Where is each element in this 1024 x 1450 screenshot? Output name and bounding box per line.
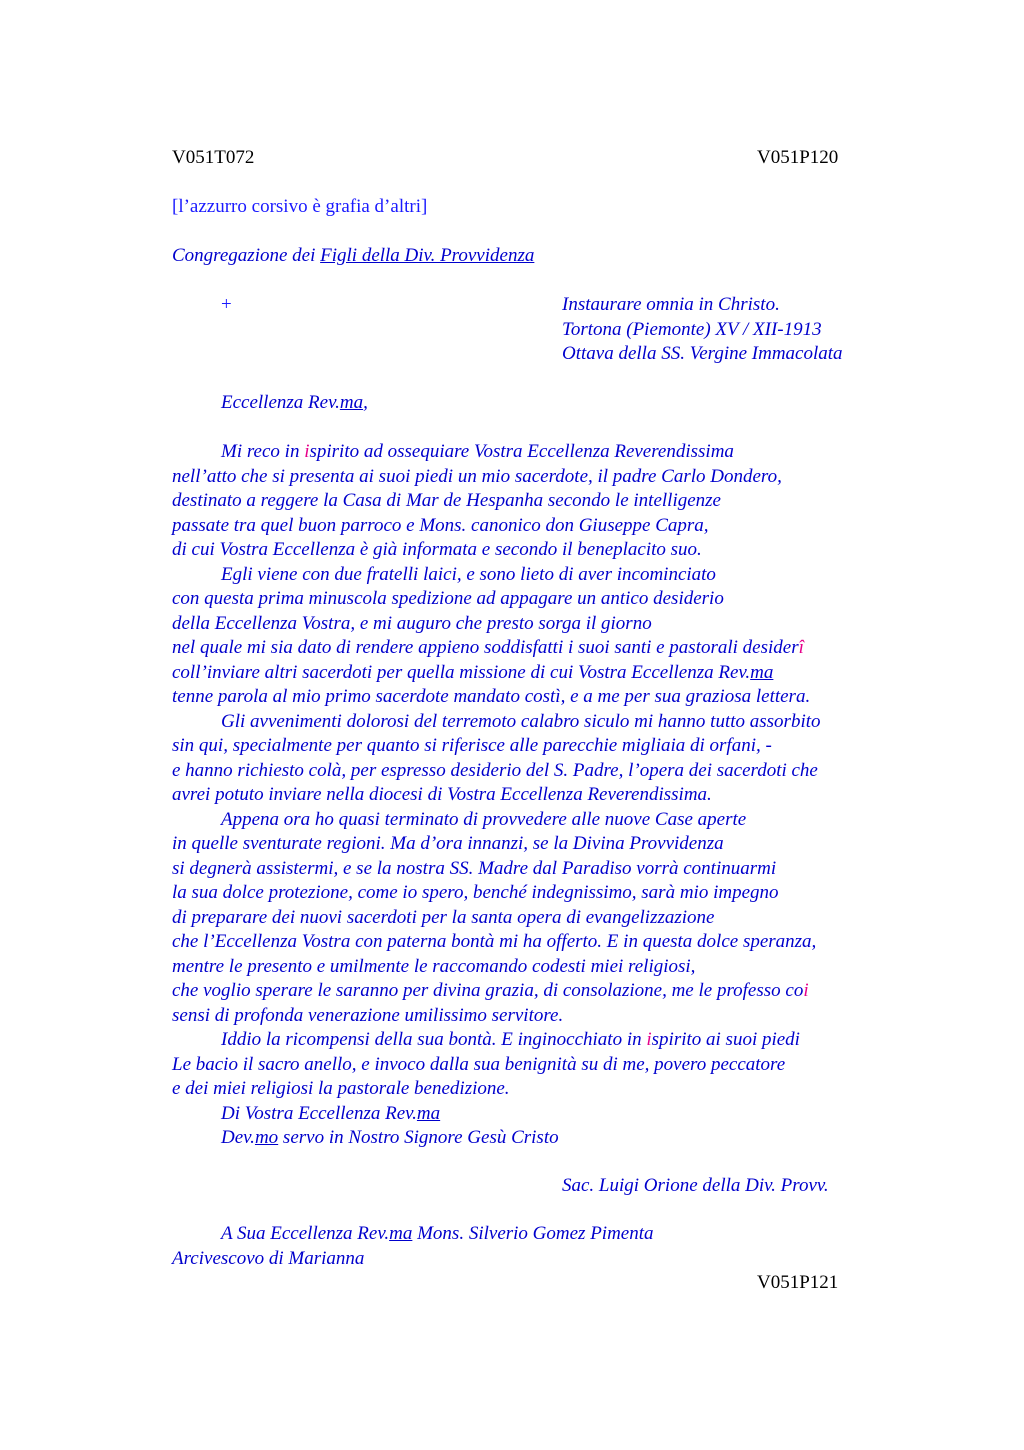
closing-line: Dev.mo servo in Nostro Signore Gesù Cristo [221,1127,559,1148]
salutation [221,391,368,416]
place-date-block [562,293,843,367]
body-line: si degnerà assistermi, e se la nostra SS. Madre dal Paradiso vorrà continuarmi [172,857,777,879]
body-line: della Eccellenza Vostra, e mi auguro che presto sorga il giorno [172,612,652,634]
body-line: e dei miei religiosi la pastorale benedizione. [172,1078,510,1099]
body-line: in quelle sventurate regioni. Ma d’ora innanzi, se la Divina Provvidenza [172,833,724,854]
body-line: Appena ora ho quasi terminato di provvedere alle nuove Case aperte [221,808,747,830]
body-line: Le bacio il sacro anello, e invoco dalla sua benignità su di me, povero peccatore [172,1053,786,1075]
page-code-left: V051T072 [172,147,255,168]
letter-body [172,440,821,1151]
body-line: coll’inviare altri sacerdoti per quella missione di cui Vostra Eccellenza Rev.ma [172,661,774,683]
body-line: destinato a reggere la Casa di Mar de Hespanha secondo le intelligenze [172,490,721,511]
body-line: di preparare dei nuovi sacerdoti per la santa opera di evangelizzazione [172,906,715,928]
page-code-right: V051P120 [757,147,839,168]
page-code-footer: V051P121 [757,1272,839,1293]
addressee-block [172,1222,654,1271]
body-line: mentre le presento e umilmente le raccomando codesti miei religiosi, [172,955,696,977]
body-line: Mi reco in ispirito ad ossequiare Vostra Eccellenza Reverendissima [221,441,734,462]
addressee-title: Arcivescovo di Marianna [172,1247,365,1269]
body-line: Iddio la ricompensi della sua bontà. E inginocchiato in ispirito ai suoi piedi [221,1029,800,1050]
body-line: e hanno richiesto colà, per espresso desiderio del S. Padre, l’opera dei sacerdoti che [172,759,818,781]
feast-day: Ottava della SS. Vergine Immacolata [562,343,843,364]
body-line: nel quale mi sia dato di rendere appieno soddisfatti i suoi santi e pastorali desiderî [172,637,804,658]
body-line: la sua dolce protezione, come io spero, benché indegnissimo, sarà mio impegno [172,882,779,903]
body-line: sensi di profonda venerazione umilissimo servitore. [172,1004,564,1026]
place-date: Tortona (Piemonte) XV / XII-1913 [562,318,822,340]
salutation-text: Eccellenza Rev. [221,392,340,413]
letterhead [172,244,534,269]
body-line: con questa prima minuscola spedizione ad appagare un antico desiderio [172,588,724,609]
motto: Instaurare omnia in Christo. [562,294,780,315]
salutation-end: , [363,392,368,413]
body-line: tenne parola al mio primo sacerdote mandato costì, e a me per sua graziosa lettera. [172,686,811,707]
cross-symbol: + [221,294,232,315]
body-line: passate tra quel buon parroco e Mons. canonico don Giuseppe Capra, [172,514,709,536]
addressee-line: A Sua Eccellenza Rev.ma Mons. Silverio Gomez Pimenta [221,1223,654,1244]
letterhead-prefix: Congregazione dei [172,245,321,266]
body-line: che voglio sperare le saranno per divina grazia, di consolazione, me le professo coi [172,980,809,1001]
signature: Sac. Luigi Orione della Div. Provv. [562,1175,829,1196]
editorial-note: [l’azzurro corsivo è grafia d’altri] [172,196,428,217]
body-line: Egli viene con due fratelli laici, e sono lieto di aver incominciato [221,563,716,585]
body-line: che l’Eccellenza Vostra con paterna bontà mi ha offerto. E in questa dolce speranza, [172,931,817,952]
body-line: di cui Vostra Eccellenza è già informata e secondo il beneplacito suo. [172,539,702,560]
body-line: sin qui, specialmente per quanto si riferisce alle parecchie migliaia di orfani, - [172,735,772,756]
salutation-abbrev: ma [339,392,364,413]
body-line: Gli avvenimenti dolorosi del terremoto calabro siculo mi hanno tutto assorbito [221,710,821,732]
closing-line: Di Vostra Eccellenza Rev.ma [221,1102,441,1124]
body-line: nell’atto che si presenta ai suoi piedi un mio sacerdote, il padre Carlo Dondero, [172,465,782,487]
letterhead-name: Figli della Div. Provvidenza [320,245,535,266]
body-line: avrei potuto inviare nella diocesi di Vostra Eccellenza Reverendissima. [172,784,712,805]
